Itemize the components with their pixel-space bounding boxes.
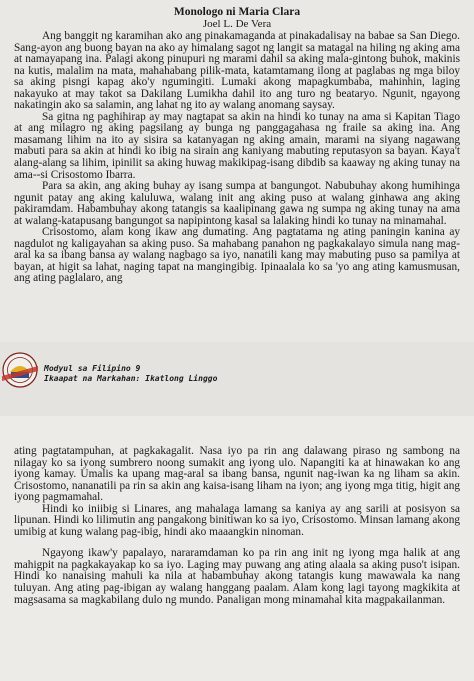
page-title: Monologo ni Maria Clara xyxy=(173,6,301,18)
paragraph: Crisostomo, alam kong ikaw ang dumating. Ang pagtatama ng ating paningin kanina ay nagdulot ng kaligayahan sa aking puso. Sa mahabang panahon ng pagkakalayo simula nang mag-aral ka sa ibang bansa ay walang nagbago sa iyo, nanatili kang may mabuting puso sa pamilya at bayan, at higit sa lahat, naging tapat na mangingibig. Ipinaalala ko sa 'yo ang ating kamusmusan, ang ating paglalaro, ang xyxy=(14,226,460,285)
division-seal-icon xyxy=(2,352,38,388)
paragraph: ating pagtatampuhan, at pagkakagalit. Nasa iyo pa rin ang dalawang piraso ng sambong na nilagay ko sa iyong sumbrero noong sumakit ang iyong ulo. Napangiti ka at hinawakan ko ang iyong kamay. Umalis ka upang mag-aral sa ibang bansa, ngunit nag-iwan ka ng liham sa akin. Crisostomo, nananatili pa rin sa akin ang kaisa-isang liham na iyon; ang iyong mga titig, higit ang iyong pagmamahal. xyxy=(14,445,460,504)
author-name: Joel L. De Vera xyxy=(202,18,272,30)
paragraph: Para sa akin, ang aking buhay ay isang sumpa at bangungot. Nabubuhay akong humihinga ngunit patay ang aking kaluluwa, walang init ang aking puso at walang ginhawa ang aking pakiramdam. Habambuhay akong tatangis sa kaalipinang gawa ng sumpa ng aking tunay na ama at walang-katapusang bangungot sa napipintong kasal sa lalaking hindi ko tunay na minamahal. xyxy=(14,180,460,227)
module-quarter: Ikaapat na Markahan: Ikatlong Linggo xyxy=(44,374,218,383)
page-footer xyxy=(0,342,474,416)
paragraph: Sa gitna ng paghihirap ay may nagtapat sa akin na hindi ko tunay na ama si Kapitan Tiago at ang milagro ng aking pagsilang ay bunga ng panggagahasa ng fraile sa aking ina. Ang masamang lihim na ito ay sisira sa katanyagan ng aking amain, marami na siyang nagawang mabuti para sa akin at hindi ko ibig na sirain ang kaniyang mabuting reputasyon sa bayan. Kaya't alang-alang sa lihim, ipinilit sa aking huwag makikipag-isang dibdib sa kaaway ng aking tunay na ama--si Crisostomo Ibarra. xyxy=(14,110,460,181)
paragraph: Hindi ko iniibig si Linares, ang mahalaga lamang sa kaniya ay ang sarili at posisyon sa lipunan. Hindi ko lilimutin ang pangakong binitiwan ko sa iyo, Crisostomo. Minsan lamang akong umibig at kung walang pag-ibig, hindi ako maaangkin ninoman. xyxy=(14,502,460,538)
module-title: Modyul sa Filipino 9 xyxy=(44,364,141,373)
paragraph: Ngayong ikaw'y papalayo, nararamdaman ko pa rin ang init ng iyong mga halik at ang mahigpit na pagkakayakap ko sa iyo. Laging may puwang ang ating alaala sa aking puso't isipan. Hindi ko nanaising mahuli ka nila at habambuhay akong tatangis kung mawawala ka nang tuluyan. Ang ating pag-ibigan ay walang hanggang paalam. Alam kong lagi tayong magkikita at magsasama sa magkabilang dulo ng mundo. Panaligan mong minamahal kita magpakailanman. xyxy=(14,547,460,606)
document-page-bottom xyxy=(0,416,474,681)
paragraph: Ang banggit ng karamihan ako ang pinakamaganda at pinakadalisay na babae sa San Diego. Sang-ayon ang buong bayan na ako ay himalang sagot ng langit sa matagal na hiling ng aking ama at namayapang ina. Palagi akong pinupuri ng marami dahil sa aking mala-gintong buhok, makinis na kutis, malalim na mata, mahahabang pilik-mata, katamtamang ilong at paglabas ng mga biloy sa aking pisngi kapag ako'y ngumingiti. Lumaki akong mapagkumbaba, mahinhin, laging nakayuko at may takot sa Dakilang Lumikha dahil ito ang turo ng beataryo. Ngunit, ngayong nakatingin ako sa salamin, ang lahat ng ito ay walang anomang saysay. xyxy=(14,30,460,112)
